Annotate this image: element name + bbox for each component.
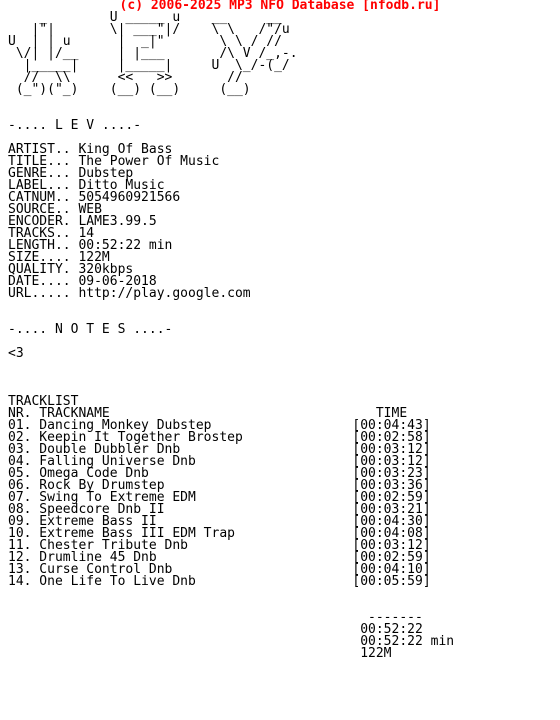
nfo-page (8, 0, 552, 720)
copyright-banner: (c) 2006-2025 MP3 NFO Database [nfodb.ru] (119, 0, 441, 13)
nfo-text: _ U _____ u __ __ |"| \| ___"|/ \ \ /"/u U | | u | _|" \ \ / // \/| |/__ | |___ /\ V /_,-. |_____| |_____| U \_/-(_/ // \\ << >> // (_")("_) (__) (__) (__) -.... L E V ....- ARTIST.. King Of Bass TITLE... The Power Of Music GENRE... Dubstep LABEL... Ditto Music CATNUM.. 5054960921566 SOURCE.. WEB ENCODER. LAME3.99.5 TRACKS.. 14 LENGTH.. 00:52:22 min SIZE.... 122M QUALITY. 320kbps DATE.... 09-06-2018 URL..... http://play.google.com -.... N O T E S ....- <3 TRACKLIST NR. TRACKNAME TIME 01. Dancing Monkey Dubstep [00:04:43] 02. Keepin It Together Brostep [00:02:58] 03. Double Dubbler Dnb [00:03:12] 04. Falling Universe Dnb [00:03:12] 05. Omega Code Dnb [00:03:23] 06. Rock By Drumstep [00:03:36] 07. Swing To Extreme EDM [00:02:59] 08. Speedcore Dnb II [00:03:21] 09. Extreme Bass II [00:04:30] 10. Extreme Bass III EDM Trap [00:04:08] 11. Chester Tribute Dnb [00:03:12] 12. Drumline 45 Dnb [00:02:59] 13. Curse Control Dnb [00:04:10] 14. One Life To Live Dnb [00:05:59] ------- 00:52:22 00:52:22 min 122M (8, 10, 455, 661)
